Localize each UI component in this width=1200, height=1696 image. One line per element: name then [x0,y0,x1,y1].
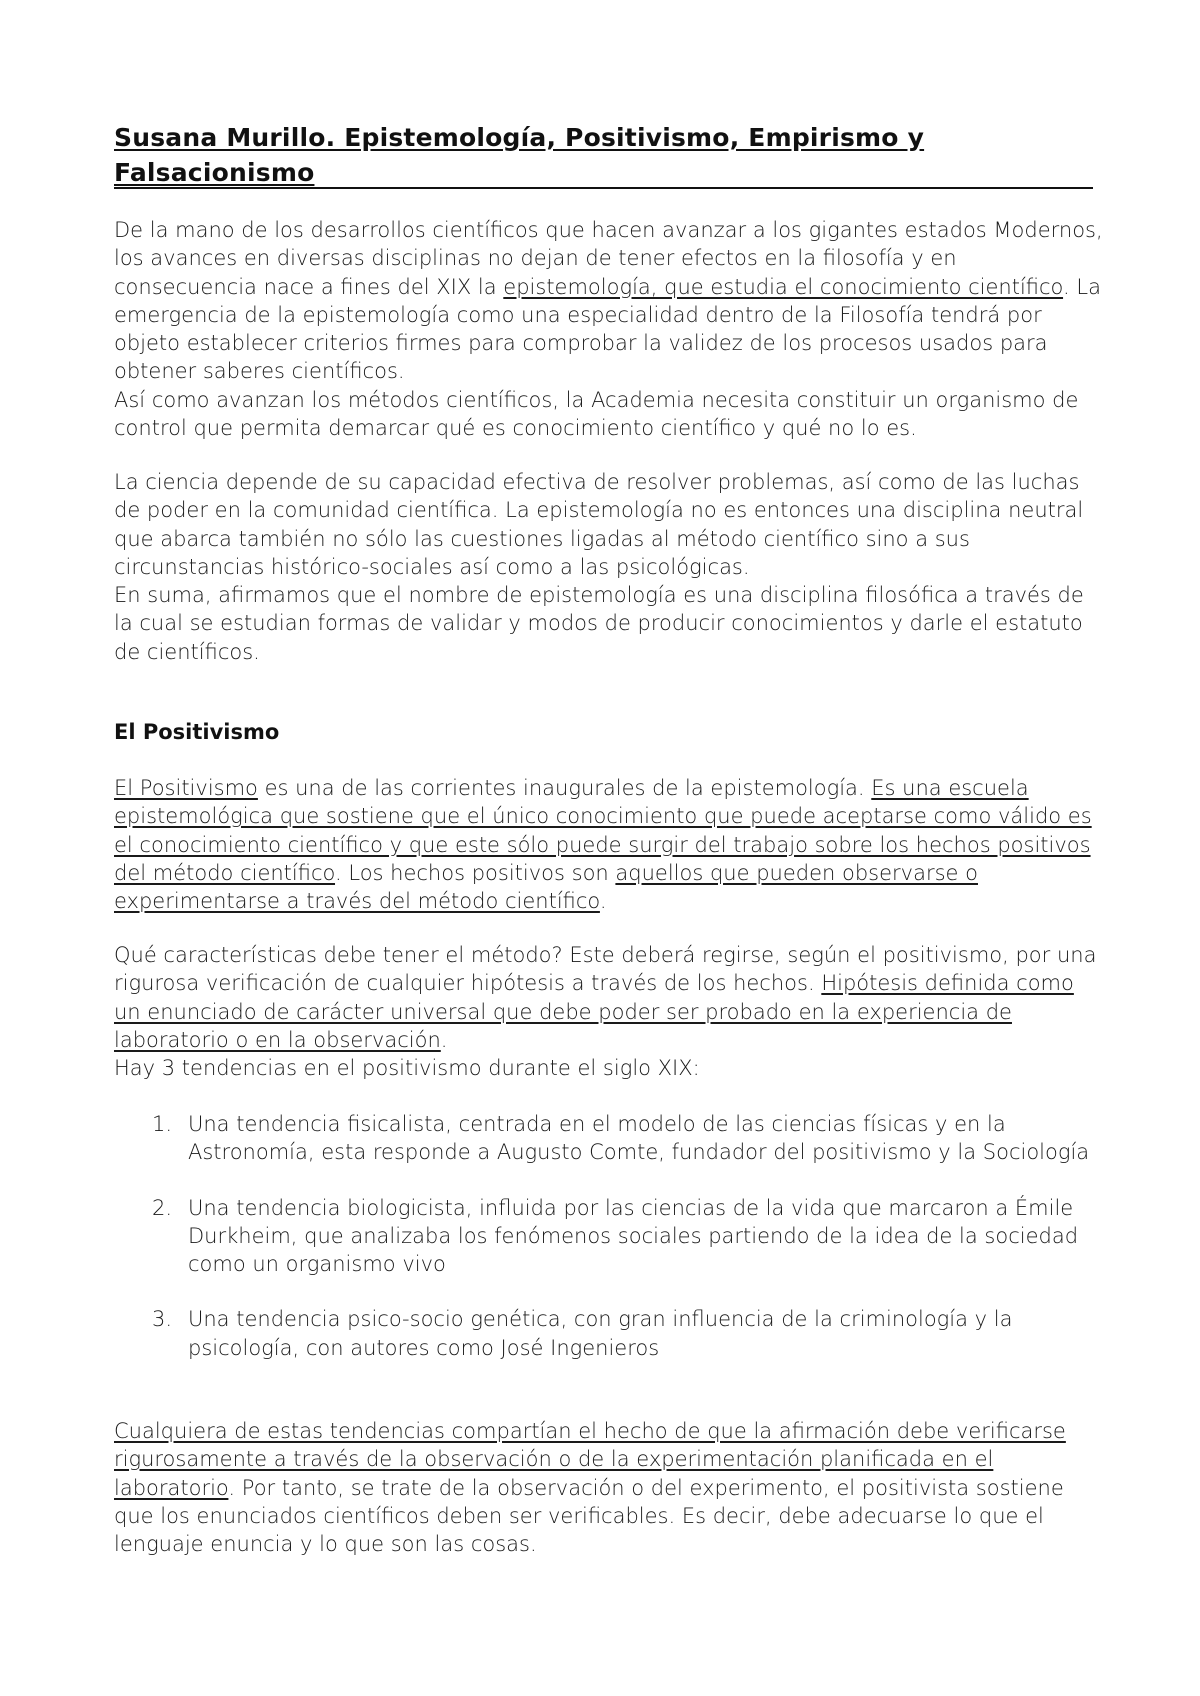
list-item-text: Una tendencia fisicalista, centrada en el modelo de las ciencias físicas y en la Astronomía, esta responde a Augusto Comte, fundador del positivismo y la Sociología [188,1112,1090,1165]
positivismo-p2-underlined: Hipótesis definida como un enunciado de carácter universal que debe poder ser probado en la experiencia de laboratorio o en la observación [114,971,1074,1052]
list-item [114,1110,1104,1167]
tendencias-list [114,1110,1104,1389]
positivismo-p1-text-3: . [599,889,607,914]
intro-paragraph-4: En suma, afirmamos que el nombre de epistemología es una disciplina filosófica a través de la cual se estudian formas de validar y modos de producir conocimientos y darle el estatuto de científicos. [114,583,1084,664]
title-underline-rule [114,187,1093,189]
positivismo-p2-text: Qué características debe tener el método? Este deberá regirse, según el positivismo, por una rigurosa verificación de cualquier hipótesis a través de los hechos. [114,943,1097,996]
positivismo-p4-underlined: Cualquiera de estas tendencias compartían el hecho de que la afirmación debe verificarse rigurosamente a través de la observación o de la experimentación planificada en el laboratorio [114,1419,1066,1500]
intro-p1-text-end: . La emergencia de la epistemología como una especialidad dentro de la Filosofía tendrá por objeto establecer criterios firmes para comprobar la validez de los procesos usados para obtener saberes científicos. [114,274,1101,384]
positivismo-p1-underlined-2: Es una escuela epistemológica que sostiene que el único conocimiento que puede aceptarse como válido es el conocimiento científico y que este sólo puede surgir del trabajo sobre los hechos positivos del método científico [114,776,1092,885]
section-heading-positivismo: El Positivismo [114,720,280,744]
list-item-number: 3. [152,1307,173,1332]
intro-paragraph-3-block [114,468,1104,666]
positivismo-paragraph-1 [114,774,1104,915]
title-line-2: Falsacionismo [114,158,315,187]
positivismo-p4-text: . Por tanto, se trate de la observación o del experimento, el positivista sostiene que los enunciados científicos deben ser verificables. Es decir, debe adecuarse lo que el lenguaje enuncia y lo que son las cosas. [114,1475,1064,1557]
positivismo-p1-underlined-3: aquellos que pueden observarse o experimentarse a través del método científico [114,860,978,914]
title-line-1: Susana Murillo. Epistemología, Positivismo, Empirismo y [114,123,925,152]
list-item [114,1305,1104,1362]
positivismo-p1-text-2: . Los hechos positivos son [335,860,616,885]
list-item-text: Una tendencia psico-socio genética, con gran influencia de la criminología y la psicología, con autores como José Ingenieros [188,1307,1013,1360]
positivismo-p1-underlined-1: El Positivismo [114,776,258,800]
list-item-number: 2. [152,1195,173,1220]
list-item-number: 1. [152,1112,173,1136]
intro-paragraph-2: Así como avanzan los métodos científicos, la Academia necesita constituir un organismo de control que permita demarcar qué es conocimiento científico y qué no lo es. [114,387,1079,441]
intro-paragraph-3: La ciencia depende de su capacidad efectiva de resolver problemas, así como de las luchas de poder en la comunidad científica. La epistemología no es entonces una disciplina neutral que abarca también no sólo las cuestiones ligadas al método científico sino a sus circunstancias histórico-sociales así como a las psicológicas. [114,470,1084,579]
intro-p1-underlined: epistemología, que estudia el conocimiento científico [503,274,1064,299]
intro-p1-text: De la mano de los desarrollos científicos que hacen avanzar a los gigantes estados Modernos, los avances en diversas disciplinas no dejan de tener efectos en la filosofía y en consecuencia nace a fines del XIX la [114,218,1103,299]
positivismo-p1-text-1: es una de las corrientes inaugurales de la epistemología. [257,776,872,800]
positivismo-paragraph-3: Hay 3 tendencias en el positivismo durante el siglo XIX: [114,1056,700,1081]
positivismo-paragraph-2 [114,941,1104,1082]
intro-paragraph-1 [114,216,1104,442]
list-item-text: Una tendencia biologicista, influida por las ciencias de la vida que marcaron a Émile Durkheim, que analizaba los fenómenos sociales partiendo de la idea de la sociedad como un organismo vivo [188,1195,1079,1277]
positivismo-p2-text-end: . [440,1027,448,1052]
document-title [114,120,1092,190]
positivismo-paragraph-4 [114,1417,1104,1558]
list-item [114,1194,1104,1279]
